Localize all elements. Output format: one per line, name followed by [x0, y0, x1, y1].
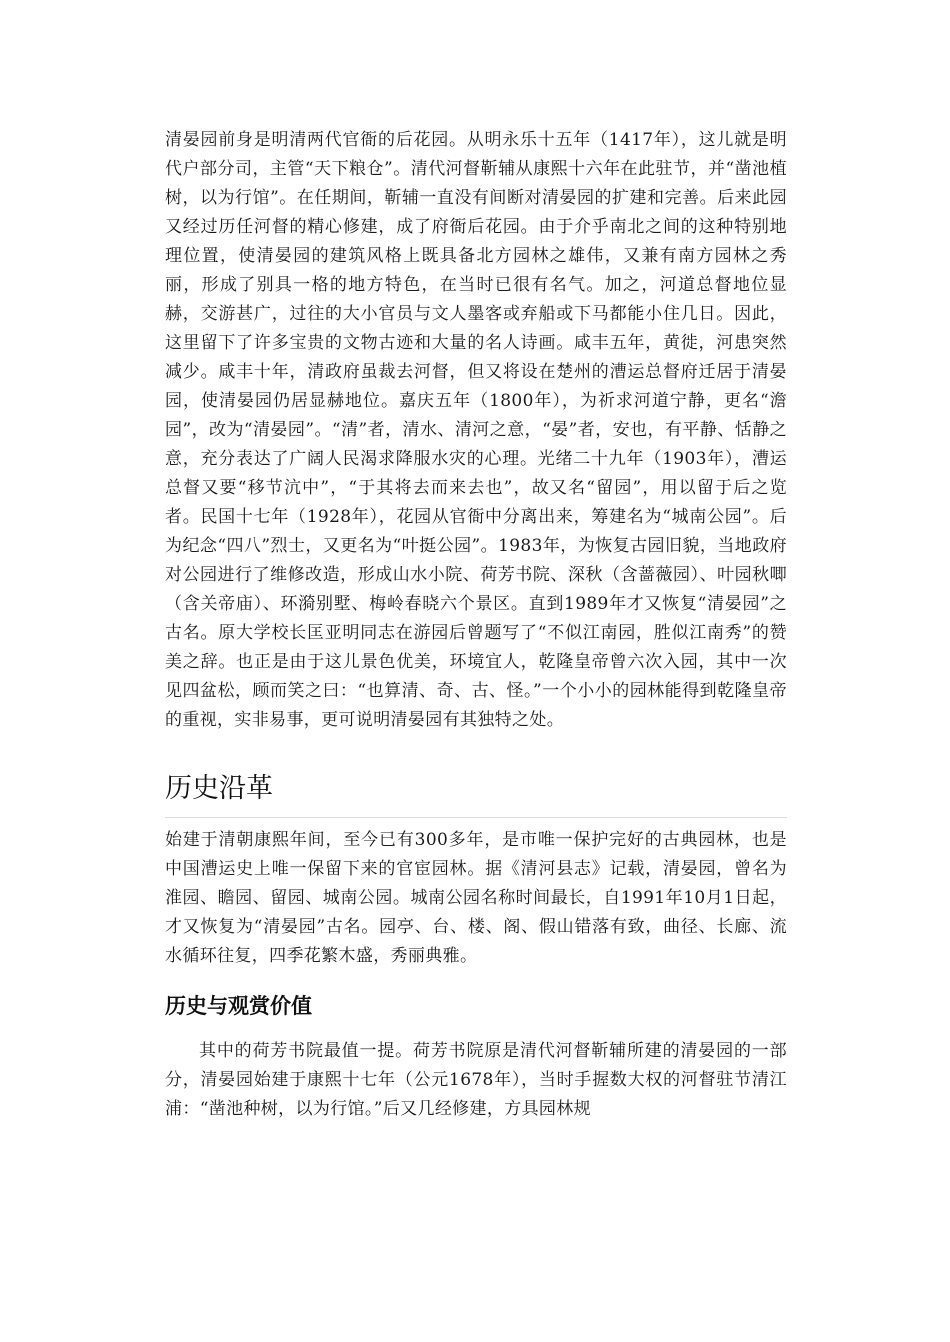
- value-heading: 历史与观赏价值: [165, 993, 312, 1018]
- value-heading-block: [165, 989, 787, 1023]
- history-heading: 历史沿革: [165, 773, 273, 804]
- value-paragraph: 其中的荷芳书院最值一提。荷芳书院原是清代河督靳辅所建的清晏园的一部分，清晏园始建于康熙十七年（公元1678年），当时手握数大权的河督驻节清江浦：“凿池种树，以为行馆。”后又几经修建，方具园林规: [165, 1041, 787, 1119]
- document-page: [165, 126, 787, 1124]
- intro-paragraph: 清晏园前身是明清两代官衙的后花园。从明永乐十五年（1417年），这儿就是明代户部分司，主管“天下粮仓”。清代河督靳辅从康熙十六年在此驻节，并“凿池植树，以为行馆”。在任期间，靳辅一直没有间断对清晏园的扩建和完善。后来此园又经过历任河督的精心修建，成了府衙后花园。由于介乎南北之间的这种特别地理位置，使清晏园的建筑风格上既具备北方园林之雄伟，又兼有南方园林之秀丽，形成了别具一格的地方特色，在当时已很有名气。加之，河道总督地位显赫，交游甚广，过往的大小官员与文人墨客或弃船或下马都能小住几日。因此，这里留下了许多宝贵的文物古迹和大量的名人诗画。咸丰五年，黄徙，河患突然减少。咸丰十年，清政府虽裁去河督，但又将设在楚州的漕运总督府迁居于清晏园，使清晏园仍居显赫地位。嘉庆五年（1800年），为祈求河道宁静，更名“澹园”，改为“清晏园”。“清”者，清水、清河之意，“晏”者，安也，有平静、恬静之意，充分表达了广阔人民渴求降服水灾的心理。光绪二十九年（1903年），漕运总督又要“移节沆中”，“于其将去而来去也”，故又名“留园”，用以留于后之览者。民国十七年（1928年），花园从官衙中分离出来，筹建名为“城南公园”。后为纪念“四八”烈士，又更名为“叶挺公园”。1983年，为恢复古园旧貌，当地政府对公园进行了维修改造，形成山水小院、荷芳书院、深秋（含蔷薇园）、叶园秋唧（含关帝庙）、环漪别墅、梅岭春晓六个景区。直到1989年才又恢复“清晏园”之古名。原大学校长匡亚明同志在游园后曾题写了“不似江南园，胜似江南秀”的赞美之辞。也正是由于这儿景色优美，环境宜人，乾隆皇帝曾六次入园，其中一次见四盆松，顾而笑之曰：“也算清、奇、古、怪。”一个小小的园林能得到乾隆皇帝的重视，实非易事，更可说明清晏园有其独特之处。: [165, 130, 787, 730]
- history-paragraph: 始建于清朝康熙年间，至今已有300多年，是市唯一保护完好的古典园林，也是中国漕运史上唯一保留下来的官宦园林。据《清河县志》记载，清晏园，曾名为淮园、瞻园、留园、城南公园。城南公园名称时间最长，自1991年10月1日起，才又恢复为“清晏园”古名。园亭、台、楼、阁、假山错落有致，曲径、长廊、流水循环往复，四季花繁木盛，秀丽典雅。: [165, 830, 787, 966]
- history-heading-block: [165, 769, 787, 818]
